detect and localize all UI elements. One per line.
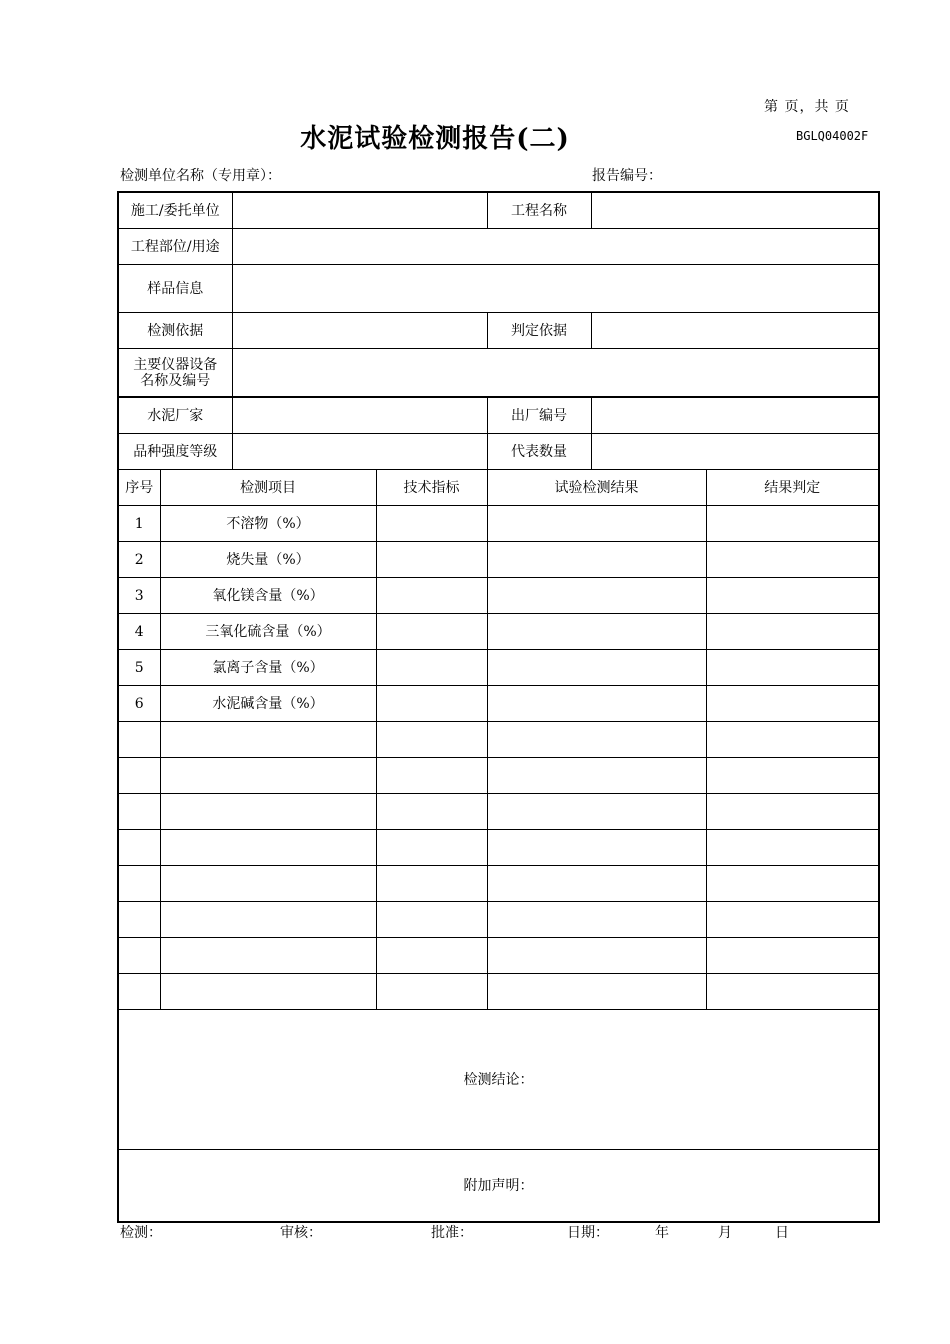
year-label: 年: [655, 1225, 669, 1241]
statement-field[interactable]: [118, 1150, 879, 1223]
result-cell[interactable]: [487, 578, 706, 614]
row-number: 2: [118, 542, 160, 578]
test-item[interactable]: [160, 902, 376, 938]
test-item: 氯离子含量（%）: [160, 650, 376, 686]
judgement-cell[interactable]: [706, 866, 879, 902]
row-number[interactable]: [118, 830, 160, 866]
row-number: 4: [118, 614, 160, 650]
spec-cell[interactable]: [376, 830, 487, 866]
empty-row: [118, 758, 879, 794]
table-row: [118, 506, 879, 542]
sample-info-field[interactable]: [232, 265, 879, 313]
test-item[interactable]: [160, 722, 376, 758]
result-cell[interactable]: [487, 938, 706, 974]
judge-basis-label: 判定依据: [487, 313, 591, 349]
judgement-cell[interactable]: [706, 614, 879, 650]
project-part-label: 工程部位/用途: [118, 229, 232, 265]
report-number-label: 报告编号：: [592, 168, 662, 184]
spec-cell[interactable]: [376, 542, 487, 578]
spec-cell[interactable]: [376, 722, 487, 758]
project-part-field[interactable]: [232, 229, 879, 265]
conclusion-label: 检测结论：: [463, 1071, 534, 1088]
table-row: [118, 650, 879, 686]
row-number: 5: [118, 650, 160, 686]
date-label: 日期：: [567, 1225, 609, 1241]
spec-cell[interactable]: [376, 614, 487, 650]
row-number: 6: [118, 686, 160, 722]
row-number: 3: [118, 578, 160, 614]
test-item: 不溶物（%）: [160, 506, 376, 542]
judgement-cell[interactable]: [706, 758, 879, 794]
test-item[interactable]: [160, 794, 376, 830]
judgement-cell[interactable]: [706, 578, 879, 614]
spec-cell[interactable]: [376, 578, 487, 614]
judgement-cell[interactable]: [706, 650, 879, 686]
judgement-cell[interactable]: [706, 686, 879, 722]
manufacturer-label: 水泥厂家: [118, 397, 232, 434]
test-item: 水泥碱含量（%）: [160, 686, 376, 722]
result-cell[interactable]: [487, 506, 706, 542]
test-item: 氧化镁含量（%）: [160, 578, 376, 614]
col-header-spec: 技术指标: [376, 470, 487, 506]
test-item[interactable]: [160, 974, 376, 1010]
judgement-cell[interactable]: [706, 506, 879, 542]
client-field[interactable]: [232, 192, 487, 229]
grade-label: 品种强度等级: [118, 434, 232, 470]
approver-label: 批准：: [431, 1225, 473, 1241]
testing-unit-label: 检测单位名称（专用章）：: [120, 168, 281, 184]
results-header-row: [118, 470, 879, 506]
spec-cell[interactable]: [376, 506, 487, 542]
test-basis-field[interactable]: [232, 313, 487, 349]
col-header-no: 序号: [118, 470, 160, 506]
spec-cell[interactable]: [376, 974, 487, 1010]
empty-row: [118, 794, 879, 830]
equipment-label: 主要仪器设备名称及编号: [118, 349, 232, 398]
empty-row: [118, 830, 879, 866]
col-header-result: 试验检测结果: [487, 470, 706, 506]
result-cell[interactable]: [487, 830, 706, 866]
spec-cell[interactable]: [376, 758, 487, 794]
col-header-item: 检测项目: [160, 470, 376, 506]
result-cell[interactable]: [487, 650, 706, 686]
row-number[interactable]: [118, 866, 160, 902]
reviewer-label: 审核：: [280, 1225, 322, 1241]
project-name-field[interactable]: [591, 192, 879, 229]
quantity-field[interactable]: [591, 434, 879, 470]
row-number[interactable]: [118, 758, 160, 794]
client-label: 施工/委托单位: [118, 192, 232, 229]
test-item[interactable]: [160, 938, 376, 974]
table-row: [118, 614, 879, 650]
spec-cell[interactable]: [376, 794, 487, 830]
result-cell[interactable]: [487, 686, 706, 722]
spec-cell[interactable]: [376, 686, 487, 722]
result-cell[interactable]: [487, 758, 706, 794]
result-cell[interactable]: [487, 722, 706, 758]
page-title: 水泥试验检测报告(二): [300, 124, 570, 154]
tester-label: 检测：: [120, 1225, 162, 1241]
row-number[interactable]: [118, 794, 160, 830]
row-number[interactable]: [118, 902, 160, 938]
empty-row: [118, 938, 879, 974]
conclusion-field[interactable]: [118, 1010, 879, 1150]
judgement-cell[interactable]: [706, 794, 879, 830]
empty-row: [118, 866, 879, 902]
spec-cell[interactable]: [376, 650, 487, 686]
factory-number-label: 出厂编号: [487, 397, 591, 434]
col-header-judgement: 结果判定: [706, 470, 879, 506]
result-cell[interactable]: [487, 974, 706, 1010]
test-item[interactable]: [160, 866, 376, 902]
result-cell[interactable]: [487, 542, 706, 578]
empty-row: [118, 974, 879, 1010]
empty-row: [118, 902, 879, 938]
factory-number-field[interactable]: [591, 397, 879, 434]
table-row: [118, 686, 879, 722]
day-label: 日: [775, 1225, 789, 1241]
project-name-label: 工程名称: [487, 192, 591, 229]
table-row: [118, 542, 879, 578]
quantity-label: 代表数量: [487, 434, 591, 470]
test-item[interactable]: [160, 830, 376, 866]
judgement-cell[interactable]: [706, 902, 879, 938]
result-cell[interactable]: [487, 866, 706, 902]
row-number[interactable]: [118, 938, 160, 974]
empty-row: [118, 722, 879, 758]
result-cell[interactable]: [487, 614, 706, 650]
judgement-cell[interactable]: [706, 974, 879, 1010]
test-item: 三氧化硫含量（%）: [160, 614, 376, 650]
judgement-cell[interactable]: [706, 542, 879, 578]
statement-label: 附加声明：: [463, 1177, 534, 1194]
spec-cell[interactable]: [376, 866, 487, 902]
spec-cell[interactable]: [376, 938, 487, 974]
report-table: [117, 191, 880, 1223]
table-row: [118, 578, 879, 614]
grade-field[interactable]: [232, 434, 487, 470]
month-label: 月: [718, 1225, 732, 1241]
judgement-cell[interactable]: [706, 830, 879, 866]
result-cell[interactable]: [487, 902, 706, 938]
sample-info-label: 样品信息: [118, 265, 232, 313]
result-cell[interactable]: [487, 794, 706, 830]
judge-basis-field[interactable]: [591, 313, 879, 349]
test-basis-label: 检测依据: [118, 313, 232, 349]
judgement-cell[interactable]: [706, 938, 879, 974]
judgement-cell[interactable]: [706, 722, 879, 758]
form-code: BGLQ04002F: [796, 129, 869, 143]
row-number[interactable]: [118, 722, 160, 758]
page-info: 第 页，共 页: [764, 99, 850, 115]
test-item: 烧失量（%）: [160, 542, 376, 578]
spec-cell[interactable]: [376, 902, 487, 938]
manufacturer-field[interactable]: [232, 397, 487, 434]
equipment-field[interactable]: [232, 349, 879, 398]
row-number[interactable]: [118, 974, 160, 1010]
row-number: 1: [118, 506, 160, 542]
test-item[interactable]: [160, 758, 376, 794]
